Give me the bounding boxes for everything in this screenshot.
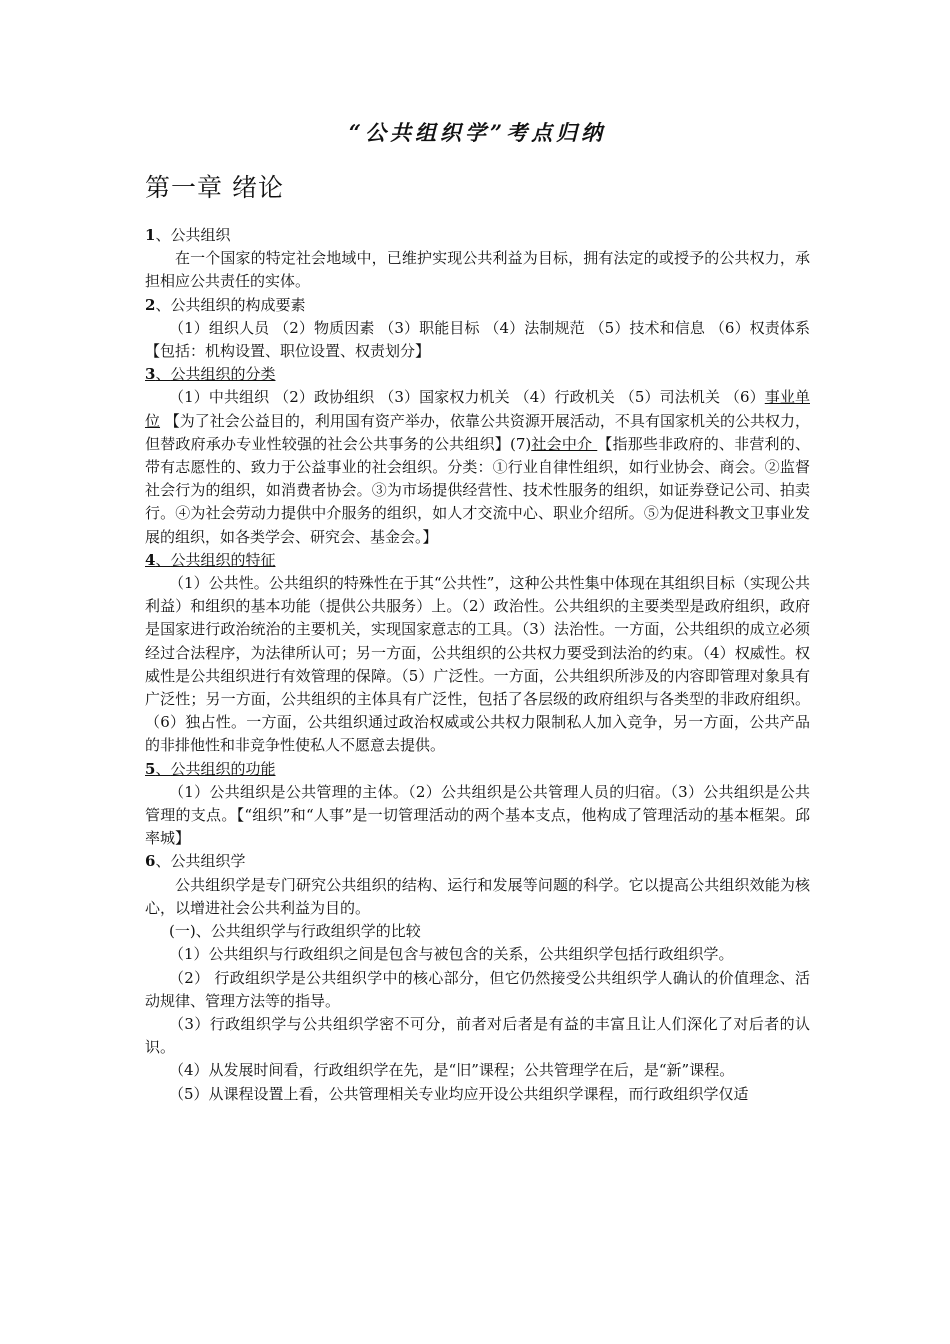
list-item: （4）从发展时间看，行政组织学在先，是“旧”课程；公共管理学在后，是“新”课程。 xyxy=(169,1061,735,1080)
section-number: 1 xyxy=(145,226,156,244)
section-heading-text: 公共组织学 xyxy=(170,852,246,871)
paragraph-text: （1）中共组织 （2）政协组织 （3）国家权力机关 （4）行政机关 （5）司法机关 （6） xyxy=(169,388,765,407)
section-heading xyxy=(145,850,810,873)
section-6 xyxy=(145,850,810,1105)
section-separator: 、 xyxy=(155,550,171,569)
chapter-heading: 第一章 绪论 xyxy=(145,173,284,202)
paragraph: （1）组织人员 （2）物质因素 （3）职能目标 （4）法制规范 （5）技术和信息 （6）权责体系【包括：机构设置、职位设置、权责划分】 xyxy=(145,318,810,361)
section-separator: 、 xyxy=(155,852,171,871)
term-social-intermediary: 社会中介 xyxy=(531,434,598,453)
section-heading-text: 公共组织的构成要素 xyxy=(170,295,306,314)
list-item: （2） 行政组织学是公共组织学中的核心部分，但它仍然接受公共组织学人确认的价值理念、活动规律、管理方法等的指导。 xyxy=(145,968,810,1010)
section-separator: 、 xyxy=(155,226,171,244)
term-public-institution: 事业单位 xyxy=(145,388,810,430)
section-3 xyxy=(145,363,810,549)
document-title: “公共组织学”考点归纳 xyxy=(348,120,607,145)
section-5 xyxy=(145,758,810,851)
paragraph-text: 【指那些非政府的、非营利的、带有志愿性的、致力于公益事业的社会组织。分类：①行业自律性组织，如行业协会、商会。②监督社会行为的组织，如消费者协会。③为市场提供经营性、技术性服务的组织，如证券登记公司、拍卖行。④为社会劳动力提供中介服务的组织，如人才交流中心、职业介绍所。⑤为促进科教文卫事业发展的组织，如各类学会、研究会、基金会。】 xyxy=(145,434,810,546)
section-number: 5 xyxy=(145,759,156,778)
section-heading xyxy=(145,363,810,386)
section-separator: 、 xyxy=(155,295,171,314)
list-item: （5）从课程设置上看，公共管理相关专业均应开设公共组织学课程，而行政组织学仅适 xyxy=(169,1084,749,1103)
section-heading-text: 公共组织的功能 xyxy=(170,759,276,778)
paragraph: 公共组织学是专门研究公共组织的结构、运行和发展等问题的科学。它以提高公共组织效能为核心，以增进社会公共利益为目的。 xyxy=(145,875,810,917)
subheading: (一)、公共组织学与行政组织学的比较 xyxy=(169,922,421,941)
section-heading-text: 公共组织的特征 xyxy=(170,550,276,569)
section-heading xyxy=(145,549,810,572)
section-number: 4 xyxy=(145,550,156,569)
paragraph: （1）公共组织是公共管理的主体。（2）公共组织是公共管理人员的归宿。（3）公共组织是公共管理的支点。【“组织”和“人事”是一切管理活动的两个基本支点，他构成了管理活动的基本框架。邱率城】 xyxy=(145,782,810,848)
section-number: 6 xyxy=(145,852,156,871)
list-item: （1）公共组织与行政组织之间是包含与被包含的关系，公共组织学包括行政组织学。 xyxy=(169,945,734,964)
paragraph-text: 【为了社会公益目的，利用国有资产举办，依靠公共资源开展活动，不具有国家机关的公共权力，但替政府承办专业性较强的社会公共事务的公共组织】(7) xyxy=(145,411,810,453)
section-separator: 、 xyxy=(155,365,171,384)
section-1 xyxy=(145,224,810,294)
section-heading-text: 公共组织 xyxy=(170,226,231,244)
section-heading xyxy=(145,758,810,781)
paragraph: 在一个国家的特定社会地域中，已维护实现公共利益为目标，拥有法定的或授予的公共权力，承担相应公共责任的实体。 xyxy=(145,249,810,291)
paragraph: （1）公共性。公共组织的特殊性在于其“公共性”，这种公共性集中体现在其组织目标（实现公共利益）和组织的基本功能（提供公共服务）上。（2）政治性。公共组织的主要类型是政府组织，政府是国家进行政治统治的主要机关，实现国家意志的工具。（3）法治性。一方面，公共组织的成立必须经过合法程序，为法律所认可；另一方面，公共组织的公共权力要受到法治的约束。（4）权威性。权威性是公共组织进行有效管理的保障。（5）广泛性。一方面，公共组织所涉及的内容即管理对象具有广泛性；另一方面，公共组织的主体具有广泛性，包括了各层级的政府组织与各类型的非政府组织。（6）独占性。一方面，公共组织通过政治权威或公共权力限制私人加入竞争，另一方面，公共产品的非排他性和非竞争性使私人不愿意去提供。 xyxy=(145,574,810,755)
section-separator: 、 xyxy=(155,759,171,778)
section-2 xyxy=(145,294,810,364)
section-heading xyxy=(145,224,810,247)
section-4 xyxy=(145,549,810,758)
paragraph xyxy=(145,386,810,548)
document-page xyxy=(145,118,810,1106)
section-heading-text: 公共组织的分类 xyxy=(170,365,276,384)
section-heading xyxy=(145,294,810,317)
section-number: 2 xyxy=(145,295,156,314)
list-item: （3）行政组织学与公共组织学密不可分，前者对后者是有益的丰富且让人们深化了对后者的认识。 xyxy=(145,1014,810,1057)
section-number: 3 xyxy=(145,365,156,384)
